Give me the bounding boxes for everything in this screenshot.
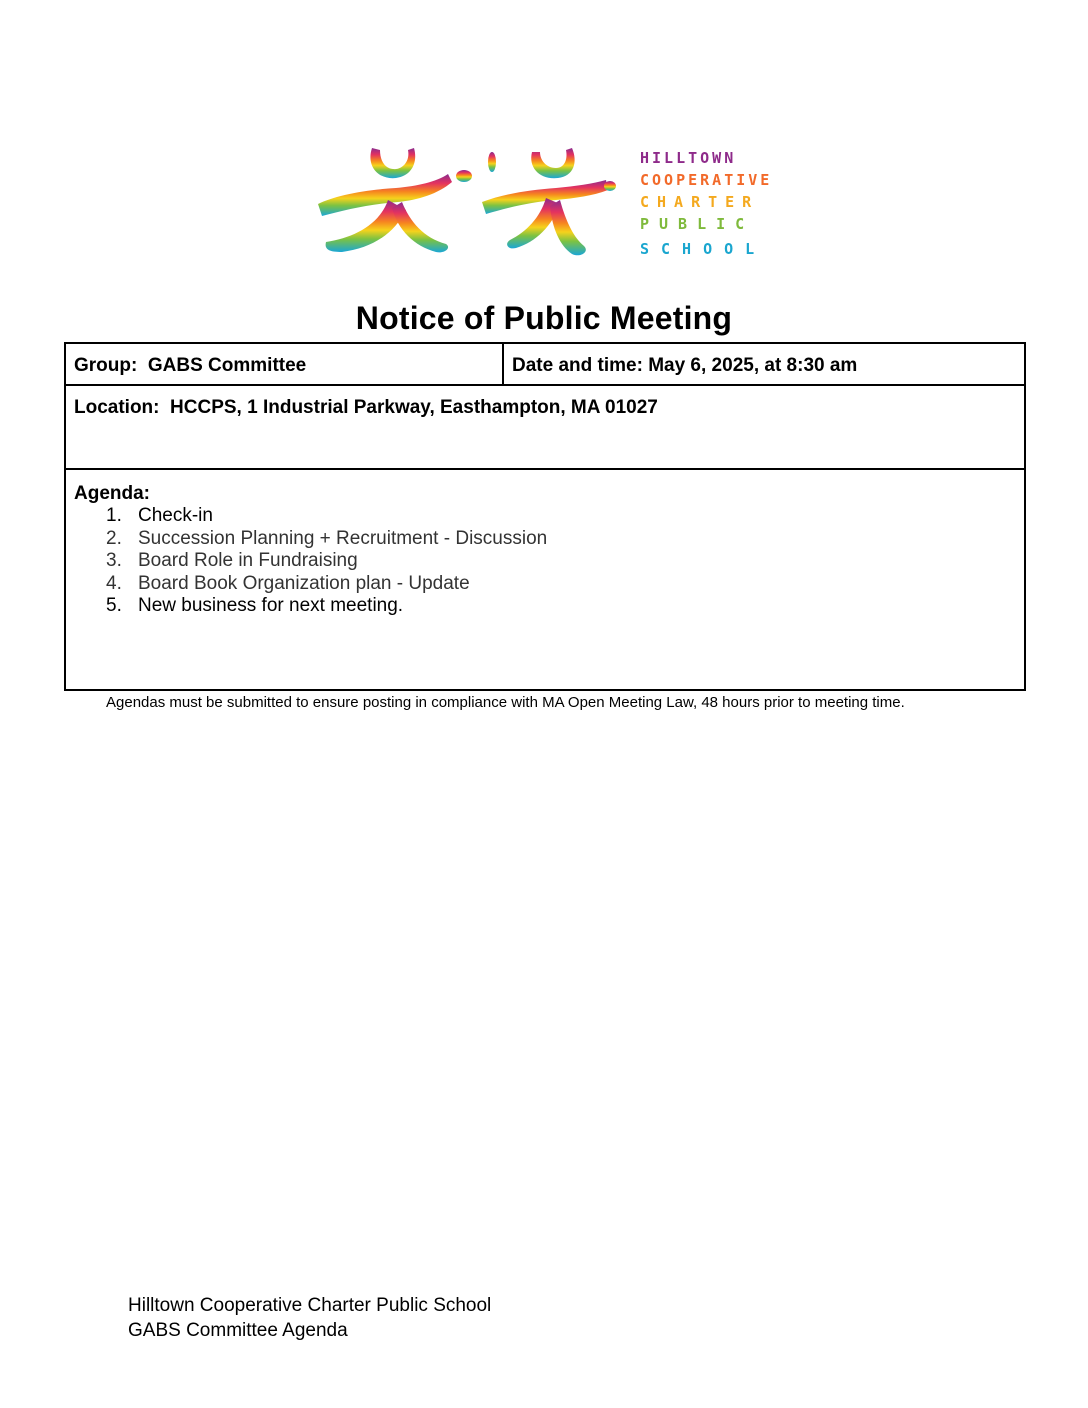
datetime-text: Date and time: May 6, 2025, at 8:30 am	[512, 355, 858, 376]
agenda-item-number: 4.	[106, 572, 122, 594]
logo-figures-icon	[314, 138, 774, 266]
group-text: Group: GABS Committee	[74, 355, 307, 376]
agenda-item	[106, 573, 547, 596]
datetime-cell	[504, 344, 1024, 384]
agenda-item-number: 5.	[106, 595, 122, 616]
agenda-item-text: Board Role in Fundraising	[138, 550, 358, 571]
agenda-item-number: 3.	[106, 550, 122, 571]
agenda-item	[106, 595, 547, 618]
agenda-item-number: 1.	[106, 505, 122, 526]
agenda-item	[106, 528, 547, 551]
agenda-item-text: Check-in	[138, 505, 213, 526]
agenda-item-text: Succession Planning + Recruitment - Discussion	[138, 527, 548, 549]
group-cell	[66, 344, 504, 384]
logo-line-4: PUBLIC	[640, 215, 755, 233]
logo-line-5: SCHOOL	[640, 240, 767, 258]
location-text: Location: HCCPS, 1 Industrial Parkway, Easthampton, MA 01027	[74, 397, 658, 418]
submission-note: Agendas must be submitted to ensure posting in compliance with MA Open Meeting Law, 48 hours prior to meeting time.	[106, 694, 905, 711]
logo-line-2: COOPERATIVE	[640, 171, 773, 189]
agenda-item	[106, 505, 547, 528]
agenda-label: Agenda:	[74, 483, 150, 504]
agenda-item	[106, 550, 547, 573]
meeting-details-table	[64, 342, 1026, 691]
footer-school-name: Hilltown Cooperative Charter Public School	[128, 1295, 492, 1316]
page-footer	[128, 1293, 491, 1343]
location-row	[66, 386, 1024, 470]
page-title: Notice of Public Meeting	[355, 300, 733, 336]
agenda-item-text: New business for next meeting.	[138, 595, 404, 616]
agenda-row	[66, 470, 1024, 689]
logo-line-1: HILLTOWN	[640, 149, 737, 167]
agenda-item-number: 2.	[106, 527, 122, 549]
school-logo	[314, 138, 774, 266]
footer-document-name: GABS Committee Agenda	[128, 1320, 348, 1341]
group-datetime-row	[66, 344, 1024, 386]
logo-line-3: CHARTER	[640, 193, 760, 211]
agenda-list	[106, 505, 547, 618]
agenda-item-text: Board Book Organization plan - Update	[138, 572, 470, 594]
